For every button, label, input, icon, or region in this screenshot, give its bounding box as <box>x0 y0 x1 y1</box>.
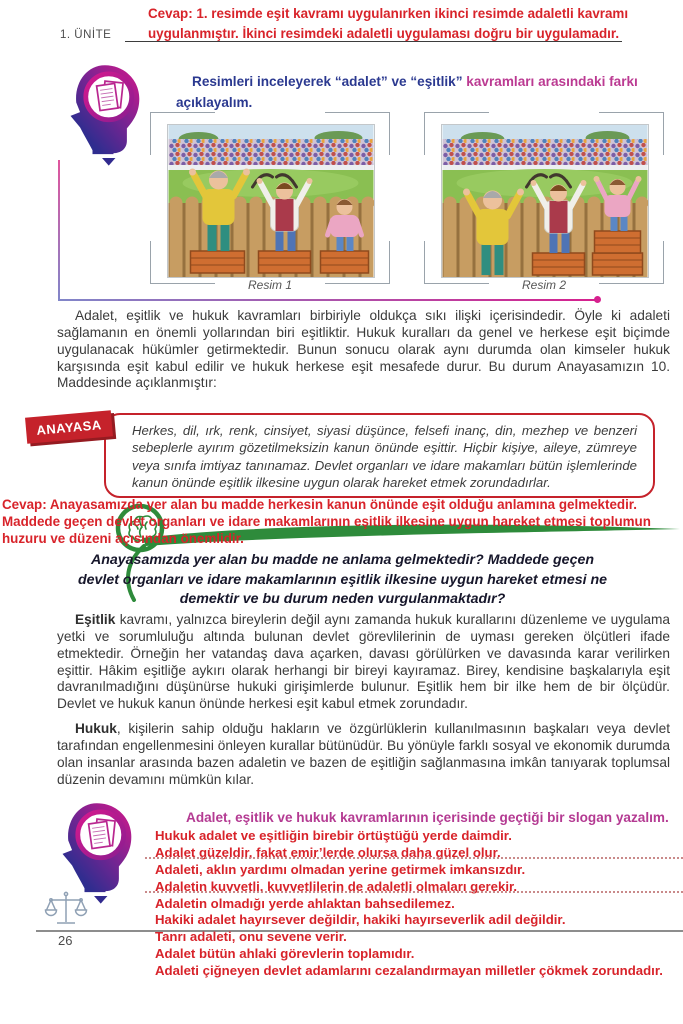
crowd <box>169 139 374 166</box>
slogan-answer: Hukuk adalet ve eşitliğin birebir örtüştüğü yerde daimdir. <box>155 828 512 843</box>
scene-equal-boxes-image <box>167 124 375 278</box>
anayasa-book-badge: ANAYASA <box>25 410 113 443</box>
figure-resim-2 <box>424 112 664 298</box>
prompt-part1: Resimleri inceleyerek “adalet” ve “eşitlik” <box>192 74 467 89</box>
caption-resim-2: Resim 2 <box>509 278 579 292</box>
law-lead: Hukuk <box>75 721 117 736</box>
connector-end-dot <box>594 296 601 303</box>
scene-fair-boxes-image <box>441 124 649 278</box>
pencil-tip-icon <box>94 896 107 904</box>
scales-of-justice-icon <box>44 891 88 931</box>
prompt-part2: açıklayalım. <box>176 95 253 111</box>
law-paragraph <box>57 721 670 788</box>
slogan-answer: Adalet bütün ahlaki görevlerin toplamıdır. <box>155 946 415 962</box>
equality-paragraph <box>57 612 670 713</box>
slogan-answer: Adaleti çiğneyen devlet adamlarını cezalandırmayan milletler çökmek zorundadır. <box>155 963 663 979</box>
head-with-documents-icon <box>52 800 138 904</box>
crowd <box>443 139 648 166</box>
prompt-highlight: kavramları arasındaki farkı <box>466 74 638 89</box>
law-text: , kişilerin sahip olduğu hakların ve özgürlüklerin kullanılmasının başkaları veya devlet tarafından engellenmesini önleyen kurallar bütünüdür. Bu yönüyle farklı sosyal ve ekonomik durumda olan insanlar arasında bazen adaletin ve bazen de eşitliğin sağlanmasına imkân tanıyarak toplumsal düzenin devamını mümkün kılar. <box>57 721 670 787</box>
anayasa-quote-text: Herkes, dil, ırk, renk, cinsiyet, siyasi düşünce, felsefi inanç, din, mezhep ve benzeri sebeplerle ayırım gözetilmeksizin kanun önünde eşittir. Hiçbir kişiye, aileye, zümreye veya sınıfa imtiyaz tanınamaz. Devlet organları ve idare makamları bütün işlemlerinde kanun önünde eşitlik ilkesine uygun olarak hareket etmek zorundadırlar. <box>132 423 637 491</box>
slogan-answer: Adalet güzeldir, fakat emir’lerde olursa daha güzel olur. <box>155 845 683 862</box>
slogan-answer: Adaleti, aklın yardımı olmadan yerine getirmek imkansızdır. <box>155 861 526 877</box>
intro-paragraph: Adalet, eşitlik ve hukuk kavramları birbiriyle oldukça sıkı ilişki içerisindedir. Öyle ki adaleti sağlamanın en önemli yollarından biri eşitliktir. Hukuk kuralları da genel ve herkese eşit biçimde uygulanacak hükümler getirmektedir. Bunun sonucu olarak aynı durumda olan kimseler hukuk karşısında eşit kabul edilir ve hukuk herkese eşit mesafede durur. Bu durum Anayasamızın 10. Maddesinde açıklanmıştır: <box>57 308 670 391</box>
figure-resim-1 <box>150 112 390 298</box>
slogan-answer: Adaletin kuvvetli, kuvvetlilerin de adaletli olmaları gerekir. <box>155 879 683 896</box>
caption-resim-1: Resim 1 <box>235 278 305 292</box>
slogan-answer: Hakiki adalet hayırsever değildir, hakiki hayırseverlik adil değildir. <box>155 912 566 928</box>
page-number: 26 <box>58 933 73 948</box>
answer-text-constitution: Cevap: Anayasamızda yer alan bu madde herkesin kanun önünde eşit olduğu anlamına gelmektedir. Maddede geçen devlet organları ve idare makamlarının eşitlik ilkesine uygun hareket etmesi toplumun huzuru ve düzeni açısından önemlidir. <box>2 497 651 547</box>
activity-prompt <box>176 71 676 113</box>
crates <box>191 251 369 273</box>
anayasa-quote-box <box>104 413 655 498</box>
equality-text: kavramı, yalnızca bireylerin değil aynı zamanda hukuk kurallarını düzenleme ve uygulama yetki ve sorumluluğu altında bulunan devlet görevlilerinin de uyması gereken ölçütleri ifade etmektedir. Örneğin her vatandaş dava açarken, davası görülürken ve davasında karar verilirken eşittir. Hâkim eşitliğe aykırı olarak herhangi bir bireyi kayıramaz. Birey, kendisine başkalarıyla eşit davranılmadığını düşünürse hukuki girişimlerde bulunur. Eşitlik hem bir ilke hem de bir ölçüdür. Devlet ve hukuk kanun önünde herkesi eşit kabul etmek zorundadır. <box>57 612 670 712</box>
slogan-answer: Adaletin olmadığı yerde ahlaktan bahsedilemez. <box>155 895 455 911</box>
head-with-documents-icon <box>60 62 146 166</box>
unit-label: 1. ÜNİTE <box>60 29 112 41</box>
question-text: Anayasamızda yer alan bu madde ne anlama gelmektedir? Maddede geçen devlet organları ve idare makamlarının eşitlik ilkesine uygun hareket etmesi ne demektir ve bu durum neden vurgulanmaktadır? <box>77 552 608 608</box>
answer-text-top: Cevap: 1. resimde eşit kavramı uygulanırken ikinci resimde adaletli kavramı uygulanmıştır. İkinci resimdeki adaletli uygulaması doğru bir uygulamadır. <box>148 6 629 42</box>
connector-line-horizontal <box>58 299 596 301</box>
pencil-tip-icon <box>102 158 115 166</box>
connector-line-vertical <box>58 160 60 301</box>
slogan-answer: Tanrı adaleti, onu sevene verir. <box>155 929 347 945</box>
unit-divider-line <box>125 41 622 42</box>
equality-lead: Eşitlik <box>75 612 116 627</box>
slogan-list <box>155 828 683 980</box>
slogan-prompt: Adalet, eşitlik ve hukuk kavramlarının içerisinde geçtiği bir slogan yazalım. <box>186 810 669 825</box>
